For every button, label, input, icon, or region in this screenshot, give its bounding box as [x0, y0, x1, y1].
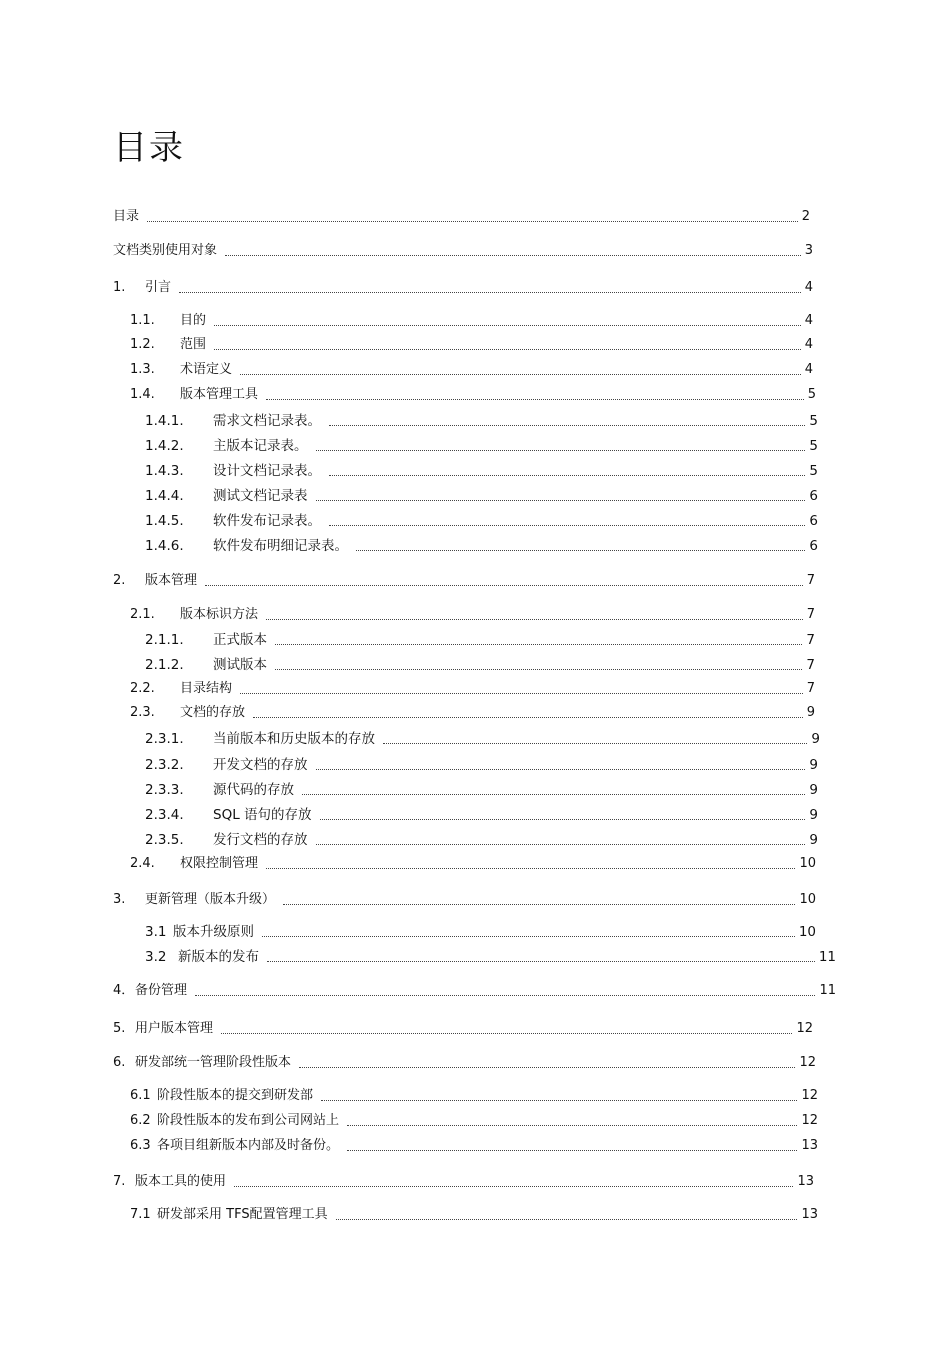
toc-entry-number: 2.1.	[130, 607, 155, 622]
toc-entry[interactable]	[130, 360, 813, 378]
toc-entry-title: 用户版本管理	[135, 1021, 214, 1036]
toc-entry-page-number: 7	[806, 607, 815, 622]
toc-leader-dots	[275, 669, 802, 670]
toc-entry-title: 文档类别使用对象	[113, 243, 218, 258]
toc-entry-number: 2.3.3.	[145, 782, 184, 798]
toc-entry[interactable]	[113, 1053, 816, 1071]
toc-entry-page-number: 7	[806, 657, 815, 673]
toc-entry-page-number: 9	[811, 731, 820, 747]
toc-leader-dots	[316, 450, 806, 451]
toc-entry-page-number: 3	[804, 243, 813, 258]
toc-entry-page-number: 12	[801, 1113, 818, 1128]
toc-leader-dots	[240, 374, 801, 375]
toc-entry[interactable]	[130, 854, 816, 872]
toc-leader-dots	[179, 292, 801, 293]
toc-entry[interactable]	[130, 679, 815, 697]
toc-leader-dots	[275, 644, 802, 645]
toc-entry-number: 6.	[113, 1055, 126, 1070]
toc-entry-number: 2.2.	[130, 681, 155, 696]
toc-leader-dots	[316, 844, 806, 845]
toc-leader-dots	[283, 904, 795, 905]
toc-entry[interactable]	[145, 947, 836, 965]
toc-entry-page-number: 9	[809, 782, 818, 798]
toc-entry-title: 新版本的发布	[178, 949, 259, 965]
toc-entry[interactable]	[130, 385, 816, 403]
toc-entry-number: 6.2	[130, 1113, 151, 1128]
toc-entry-number: 2.1.1.	[145, 632, 184, 648]
toc-entry-page-number: 5	[809, 463, 818, 479]
toc-entry-title: 备份管理	[135, 983, 188, 998]
toc-entry-page-number: 4	[804, 280, 813, 295]
toc-entry-title: 开发文档的存放	[213, 757, 308, 773]
toc-entry-page-number: 10	[799, 892, 816, 907]
toc-entry[interactable]	[113, 890, 816, 908]
toc-entry-number: 2.3.	[130, 705, 155, 720]
toc-entry-number: 1.1.	[130, 313, 155, 328]
toc-entry-number: 1.4.5.	[145, 513, 184, 529]
toc-entry-page-number: 7	[806, 632, 815, 648]
toc-leader-dots	[316, 769, 806, 770]
toc-leader-dots	[383, 743, 807, 744]
toc-entry-title: 发行文档的存放	[213, 832, 308, 848]
toc-entry[interactable]	[113, 1019, 813, 1037]
toc-leader-dots	[321, 1100, 797, 1101]
toc-entry[interactable]	[145, 755, 818, 773]
toc-entry-page-number: 7	[806, 681, 815, 696]
toc-entry-title: 软件发布明细记录表。	[213, 538, 348, 554]
toc-entry-title: 版本工具的使用	[135, 1174, 227, 1189]
toc-entry[interactable]	[145, 780, 818, 798]
toc-entry[interactable]	[145, 729, 820, 747]
toc-entry-number: 3.2	[145, 949, 167, 965]
toc-entry-number: 6.1	[130, 1088, 151, 1103]
toc-entry-page-number: 13	[801, 1138, 818, 1153]
toc-entry[interactable]	[145, 630, 815, 648]
toc-entry-page-number: 13	[801, 1207, 818, 1222]
toc-entry-page-number: 12	[801, 1088, 818, 1103]
toc-entry-title: 研发部统一管理阶段性版本	[135, 1055, 292, 1070]
toc-entry-number: 2.1.2.	[145, 657, 184, 673]
toc-entry-title: 版本标识方法	[180, 607, 259, 622]
toc-leader-dots	[302, 794, 805, 795]
toc-entry-page-number: 4	[804, 362, 813, 377]
toc-entry[interactable]	[113, 1172, 814, 1190]
toc-entry-title: 测试版本	[213, 657, 267, 673]
toc-entry-title: 术语定义	[180, 362, 233, 377]
toc-entry-title: 目录	[113, 209, 140, 224]
toc-entry[interactable]	[113, 207, 810, 225]
toc-entry[interactable]	[113, 278, 813, 296]
toc-leader-dots	[329, 525, 805, 526]
toc-entry[interactable]	[145, 830, 818, 848]
toc-entry-page-number: 10	[798, 924, 816, 940]
toc-entry-number: 7.1	[130, 1207, 151, 1222]
toc-entry-page-number: 5	[809, 438, 818, 454]
toc-entry-page-number: 9	[809, 807, 818, 823]
toc-entry-number: 1.4.2.	[145, 438, 184, 454]
toc-entry-number: 2.3.2.	[145, 757, 184, 773]
toc-entry[interactable]	[145, 436, 818, 454]
toc-leader-dots	[320, 819, 806, 820]
page-title: 目录	[113, 128, 185, 168]
toc-entry[interactable]	[145, 922, 816, 940]
toc-entry[interactable]	[130, 1111, 818, 1129]
toc-entry-page-number: 9	[809, 757, 818, 773]
toc-entry-page-number: 13	[797, 1174, 814, 1189]
toc-leader-dots	[147, 221, 798, 222]
toc-entry[interactable]	[145, 411, 818, 429]
toc-entry-page-number: 4	[804, 313, 813, 328]
toc-entry-title: 目的	[180, 313, 207, 328]
toc-leader-dots	[253, 717, 803, 718]
toc-entry-title: 源代码的存放	[213, 782, 294, 798]
toc-entry[interactable]	[130, 703, 815, 721]
toc-leader-dots	[316, 500, 806, 501]
toc-entry-title: 正式版本	[213, 632, 267, 648]
toc-leader-dots	[205, 585, 803, 586]
toc-leader-dots	[329, 425, 805, 426]
toc-entry-number: 6.3	[130, 1138, 151, 1153]
toc-entry-title: 当前版本和历史版本的存放	[213, 731, 375, 747]
toc-leader-dots	[214, 325, 801, 326]
toc-leader-dots	[347, 1150, 797, 1151]
toc-entry-title: 研发部采用 TFS配置管理工具	[157, 1207, 328, 1222]
toc-entry-number: 1.4.1.	[145, 413, 184, 429]
toc-entry-title: 版本升级原则	[173, 924, 254, 940]
toc-entry[interactable]	[130, 605, 815, 623]
toc-leader-dots	[356, 550, 805, 551]
toc-entry[interactable]	[130, 1136, 818, 1154]
toc-entry-page-number: 4	[804, 337, 813, 352]
toc-entry[interactable]	[145, 461, 818, 479]
toc-leader-dots	[234, 1186, 793, 1187]
toc-entry-title: 目录结构	[180, 681, 233, 696]
toc-entry-number: 7.	[113, 1174, 126, 1189]
toc-leader-dots	[225, 255, 801, 256]
toc-leader-dots	[195, 995, 815, 996]
toc-leader-dots	[336, 1219, 798, 1220]
toc-entry-title: 主版本记录表。	[213, 438, 308, 454]
toc-entry-title: 阶段性版本的发布到公司网站上	[157, 1113, 340, 1128]
toc-entry-number: 1.4.6.	[145, 538, 184, 554]
toc-entry-number: 2.3.4.	[145, 807, 184, 823]
toc-leader-dots	[214, 349, 801, 350]
toc-entry-title: 文档的存放	[180, 705, 246, 720]
toc-entry-page-number: 11	[818, 949, 836, 965]
toc-entry-page-number: 12	[796, 1021, 813, 1036]
toc-entry-title: 版本管理工具	[180, 387, 259, 402]
toc-entry-number: 2.	[113, 573, 126, 588]
toc-leader-dots	[266, 399, 804, 400]
toc-entry-page-number: 9	[809, 832, 818, 848]
toc-entry-page-number: 12	[799, 1055, 816, 1070]
toc-entry[interactable]	[113, 981, 836, 999]
toc-entry-page-number: 2	[801, 209, 810, 224]
toc-leader-dots	[267, 961, 815, 962]
toc-entry-number: 1.4.4.	[145, 488, 184, 504]
toc-entry-number: 1.3.	[130, 362, 155, 377]
toc-entry-title: 范围	[180, 337, 207, 352]
toc-entry[interactable]	[130, 311, 813, 329]
toc-entry-page-number: 6	[809, 538, 818, 554]
toc-leader-dots	[240, 693, 803, 694]
toc-entry-page-number: 7	[806, 573, 815, 588]
toc-entry[interactable]	[145, 486, 818, 504]
toc-entry-number: 1.2.	[130, 337, 155, 352]
toc-entry[interactable]	[145, 805, 818, 823]
toc-entry-title: 阶段性版本的提交到研发部	[157, 1088, 314, 1103]
toc-entry-number: 1.	[113, 280, 126, 295]
toc-leader-dots	[299, 1067, 795, 1068]
toc-entry-number: 1.4.	[130, 387, 155, 402]
toc-entry-page-number: 6	[809, 513, 818, 529]
toc-entry-title: 更新管理（版本升级）	[145, 892, 276, 907]
toc-leader-dots	[347, 1125, 797, 1126]
toc-leader-dots	[266, 868, 795, 869]
toc-entry[interactable]	[113, 571, 815, 589]
toc-entry-page-number: 10	[799, 856, 816, 871]
toc-entry-title: 软件发布记录表。	[213, 513, 321, 529]
toc-entry-title: 引言	[145, 280, 172, 295]
toc-leader-dots	[266, 619, 803, 620]
toc-entry-number: 2.3.1.	[145, 731, 184, 747]
toc-entry-page-number: 11	[819, 983, 836, 998]
toc-entry-title: 需求文档记录表。	[213, 413, 321, 429]
toc-entry[interactable]	[113, 241, 813, 259]
toc-entry-number: 4．	[113, 983, 135, 998]
toc-entry-page-number: 5	[809, 413, 818, 429]
toc-entry[interactable]	[145, 511, 818, 529]
toc-entry-page-number: 5	[807, 387, 816, 402]
toc-entry-title: 权限控制管理	[180, 856, 259, 871]
toc-entry-number: 1.4.3.	[145, 463, 184, 479]
toc-entry-title: 各项目组新版本内部及时备份。	[157, 1138, 340, 1153]
toc-entry[interactable]	[145, 655, 815, 673]
toc-leader-dots	[329, 475, 805, 476]
toc-entry-number: 2.4.	[130, 856, 155, 871]
toc-entry-title: SQL 语句的存放	[213, 807, 312, 823]
toc-entry-number: 5.	[113, 1021, 126, 1036]
toc-entry-number: 3.	[113, 892, 126, 907]
toc-entry[interactable]	[145, 536, 818, 554]
toc-entry[interactable]	[130, 1205, 818, 1223]
toc-entry-title: 版本管理	[145, 573, 198, 588]
toc-entry[interactable]	[130, 1086, 818, 1104]
toc-entry-page-number: 6	[809, 488, 818, 504]
toc-entry-title: 设计文档记录表。	[213, 463, 321, 479]
toc-entry-number: 3.1	[145, 924, 167, 940]
toc-leader-dots	[262, 936, 795, 937]
toc-leader-dots	[221, 1033, 792, 1034]
toc-entry-number: 2.3.5.	[145, 832, 184, 848]
toc-entry[interactable]	[130, 335, 813, 353]
toc-entry-page-number: 9	[806, 705, 815, 720]
toc-entry-title: 测试文档记录表	[213, 488, 308, 504]
